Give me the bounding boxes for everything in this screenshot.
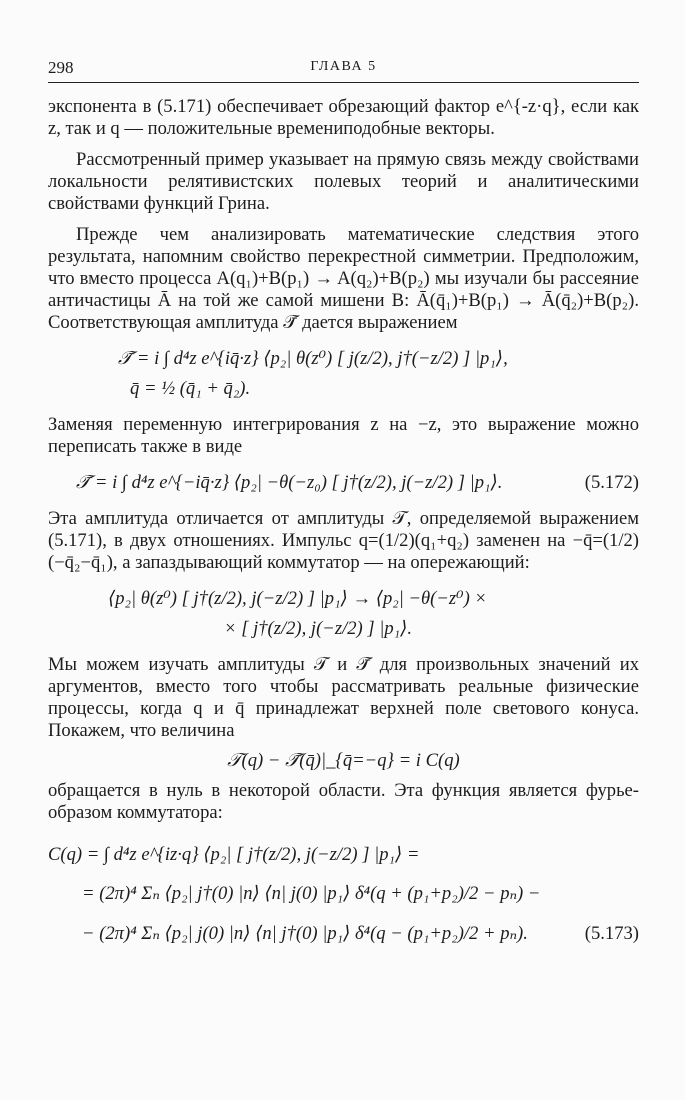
equation-tbar [48,344,639,404]
equation-5-173-line-1: C(q) = ∫ d⁴z e^{iz·q} ⟨p₂| [ j†(z/2), j(−z/2) ] |p₁⟩ = [48,844,420,865]
paragraph-3: Прежде чем анализировать математические следствия этого результата, напомним свойство перекрестной симметрии. Предположим, что вместо процесса A(q₁)+B(p₁) → A(q₂)+B(p₂) мы изучали бы рассеяние античастицы Ā на той же самой мишени B: Ā(q̄₁)+B(p₁) → Ā(q̄₂)+B(p₂). Соответствующая амплитуда 𝒯̄ дается выражением [48,224,639,333]
equation-qbar-text: q̄ = ½ (q̄₁ + q̄₂). [130,378,251,399]
page-number: 298 [48,58,74,77]
equation-commutator-line-1: ⟨p₂| θ(z⁰) [ j†(z/2), j(−z/2) ] |p₁⟩ → ⟨p₂| −θ(−z⁰) × [108,588,487,609]
paragraph-5: Эта амплитуда отличается от амплитуды 𝒯, определяемой выражением (5.171), в двух отношениях. Импульс q=(1/2)(q₁+q₂) заменен на −q̄=(1/2)(−q̄₂−q̄₁), а запаздывающий коммутатор — на опережающий: [48,508,639,573]
equation-5-172-text: 𝒯̄ = i ∫ d⁴z e^{−iq̄·z} ⟨p₂| −θ(−z₀) [ j†(z/2), j(−z/2) ] |p₁⟩. [76,472,503,493]
equation-5-173-line-2: = (2π)⁴ Σₙ ⟨p₂| j†(0) |n⟩ ⟨n| j(0) |p₁⟩ δ⁴(q + (p₁+p₂)/2 − pₙ) − [82,883,541,904]
paragraph-4: Заменяя переменную интегрирования z на −z, это выражение можно переписать также в виде [48,414,639,457]
equation-c-definition [48,746,639,776]
paragraph-1: экспонента в (5.171) обеспечивает обрезающий фактор e^{-z·q}, если как z, так и q — положительные времениподобные векторы. [48,96,639,139]
paragraph-6: Мы можем изучать амплитуды 𝒯 и 𝒯̄ для произвольных значений их аргументов, вместо того чтобы рассматривать реальные физические процессы, когда q и q̄ принадлежат верхней поле светового конуса. Покажем, что величина [48,654,639,741]
equation-5-172-number: (5.172) [584,472,639,493]
equation-5-173 [48,836,639,954]
equation-5-172 [48,468,639,498]
equation-5-173-number: (5.173) [584,923,639,944]
chapter-title: ГЛАВА 5 [310,59,377,74]
equation-commutator-line-2: × [ j†(z/2), j(−z/2) ] |p₁⟩. [224,618,413,639]
equation-tbar-text: 𝒯̄ = i ∫ d⁴z e^{iq̄·z} ⟨p₂| θ(z⁰) [ j(z/2), j†(−z/2) ] |p₁⟩, [118,348,508,369]
running-header [48,58,639,83]
page-body [48,96,639,964]
equation-commutator [48,584,639,644]
paragraph-7: обращается в нуль в некоторой области. Эта функция является фурье-образом коммутатора: [48,780,639,823]
paragraph-2: Рассмотренный пример указывает на прямую связь между свойствами локальности релятивистских полевых теорий и аналитическими свойствами функций Грина. [48,149,639,214]
equation-5-173-line-3: − (2π)⁴ Σₙ ⟨p₂| j(0) |n⟩ ⟨n| j†(0) |p₁⟩ δ⁴(q − (p₁+p₂)/2 + pₙ). [82,923,528,944]
equation-c-definition-text: 𝒯(q) − 𝒯̄(q̄)|_{q̄=−q} = i C(q) [227,750,460,771]
